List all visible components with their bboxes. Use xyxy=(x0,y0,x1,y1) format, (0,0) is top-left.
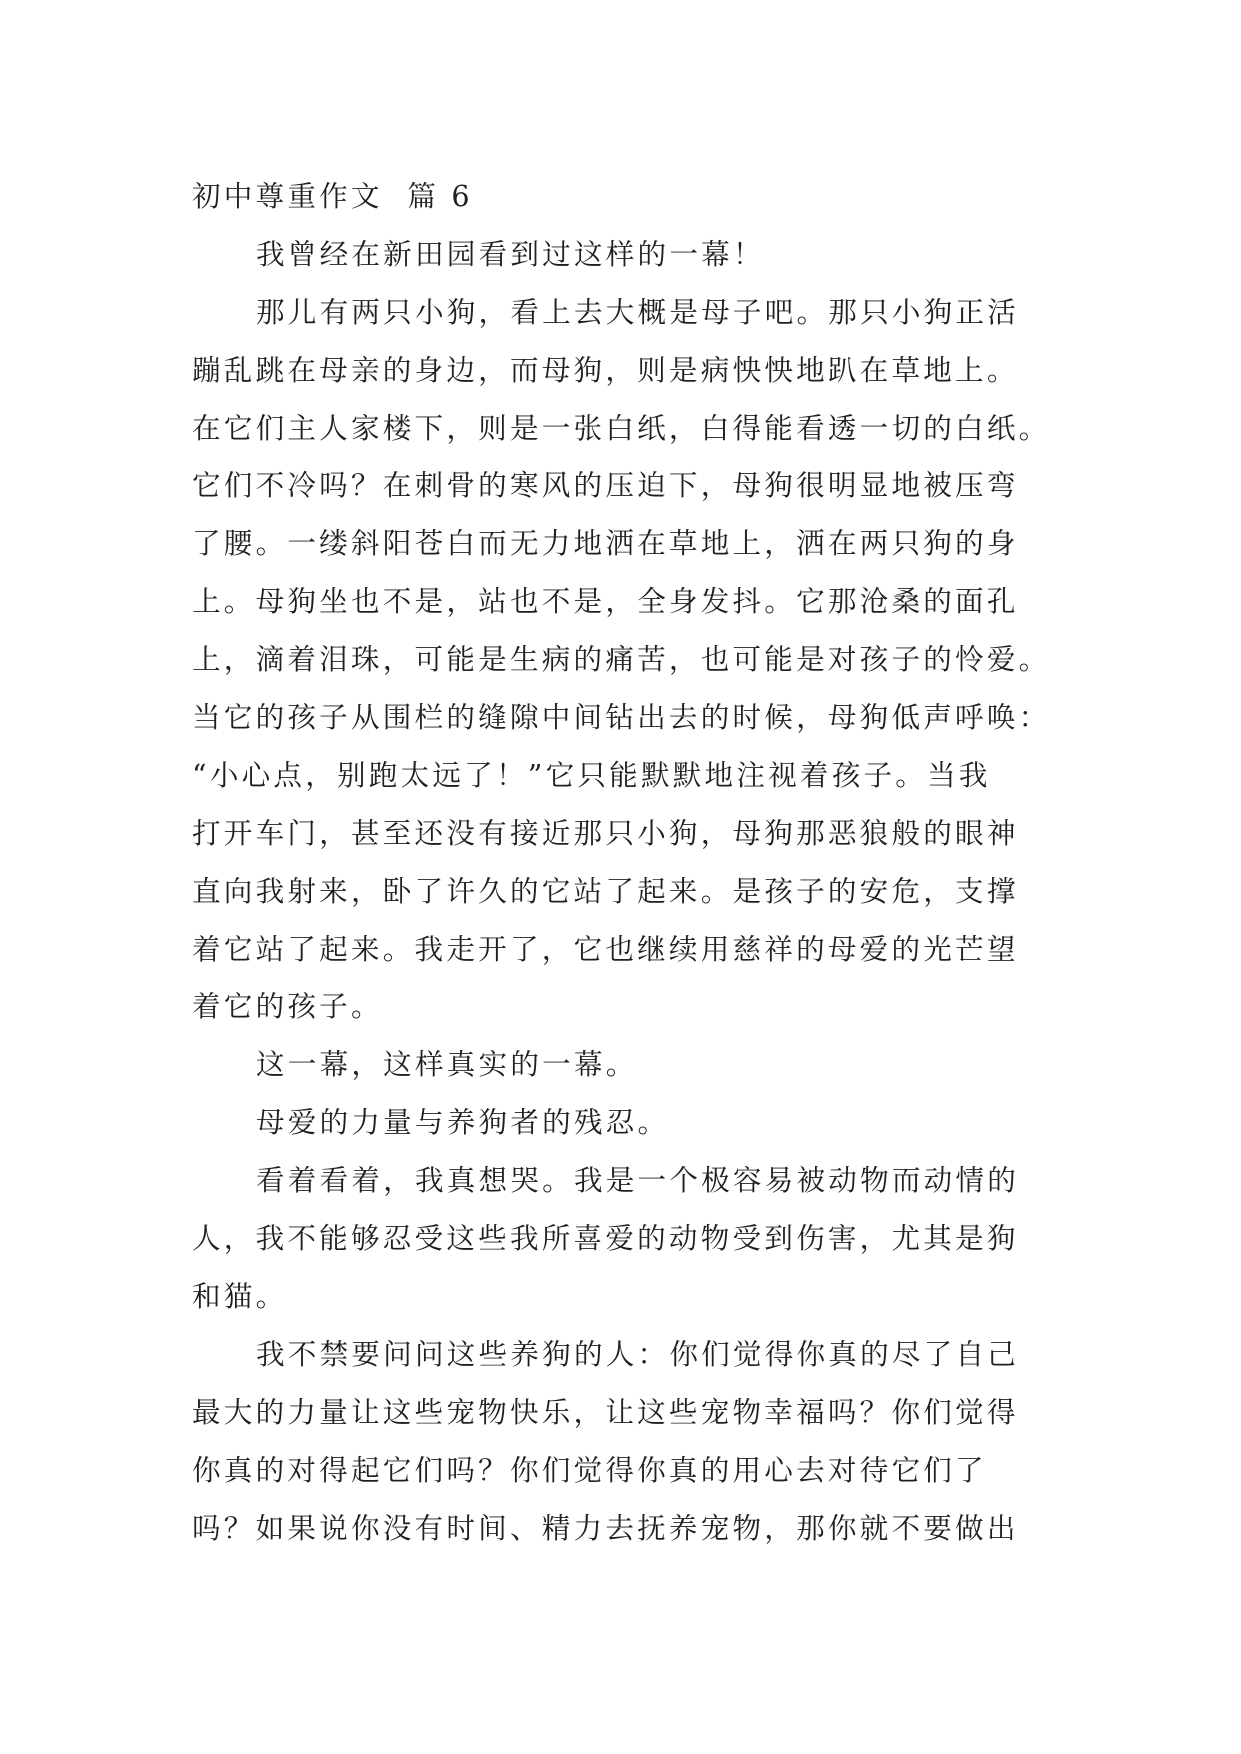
text-line: 当它的孩子从围栏的缝隙中间钻出去的时候，母狗低声呼唤： xyxy=(192,700,1051,735)
document-text xyxy=(192,226,1062,1557)
text-line: 着它站了起来。我走开了，它也继续用慈祥的母爱的光芒望 xyxy=(192,931,1019,966)
text-line: 打开车门，甚至还没有接近那只小狗，母狗那恶狼般的眼神 xyxy=(192,815,1019,850)
text-line: 我不禁要问问这些养狗的人：你们觉得你真的尽了自己 xyxy=(256,1336,1020,1371)
text-line: 在它们主人家楼下，则是一张白纸，白得能看透一切的白纸。 xyxy=(192,410,1051,445)
text-line: 母爱的力量与养狗者的残忍。 xyxy=(256,1105,670,1140)
text-line: 我曾经在新田园看到过这样的一幕！ xyxy=(256,236,765,271)
text-line: 那儿有两只小狗，看上去大概是母子吧。那只小狗正活 xyxy=(256,294,1020,329)
text-line: “小心点，别跑太远了！”它只能默默地注视着孩子。当我 xyxy=(192,757,991,792)
text-line: 人，我不能够忍受这些我所喜爱的动物受到伤害，尤其是狗 xyxy=(192,1221,1019,1256)
text-line: 这一幕，这样真实的一幕。 xyxy=(256,1047,638,1082)
document-body xyxy=(192,168,1062,1557)
text-line: 着它的孩子。 xyxy=(192,989,383,1024)
text-line: 直向我射来，卧了许久的它站了起来。是孩子的安危，支撑 xyxy=(192,873,1019,908)
text-line: 上，滴着泪珠，可能是生病的痛苦，也可能是对孩子的怜爱。 xyxy=(192,642,1051,677)
text-line: 上。母狗坐也不是，站也不是，全身发抖。它那沧桑的面孔 xyxy=(192,584,1019,619)
document-title: 初中尊重作文 篇 6 xyxy=(192,179,473,213)
text-line: 它们不冷吗？在刺骨的寒风的压迫下，母狗很明显地被压弯 xyxy=(192,468,1019,503)
text-line: 看着看着，我真想哭。我是一个极容易被动物而动情的 xyxy=(256,1163,1020,1198)
text-line: 你真的对得起它们吗？你们觉得你真的用心去对待它们了 xyxy=(192,1452,987,1487)
text-line: 了腰。一缕斜阳苍白而无力地洒在草地上，洒在两只狗的身 xyxy=(192,526,1019,561)
text-line: 最大的力量让这些宠物快乐，让这些宠物幸福吗？你们觉得 xyxy=(192,1394,1019,1429)
text-line: 蹦乱跳在母亲的身边，而母狗，则是病怏怏地趴在草地上。 xyxy=(192,352,1019,387)
text-line: 吗？如果说你没有时间、精力去抚养宠物，那你就不要做出 xyxy=(192,1510,1019,1545)
text-line: 和猫。 xyxy=(192,1278,288,1313)
